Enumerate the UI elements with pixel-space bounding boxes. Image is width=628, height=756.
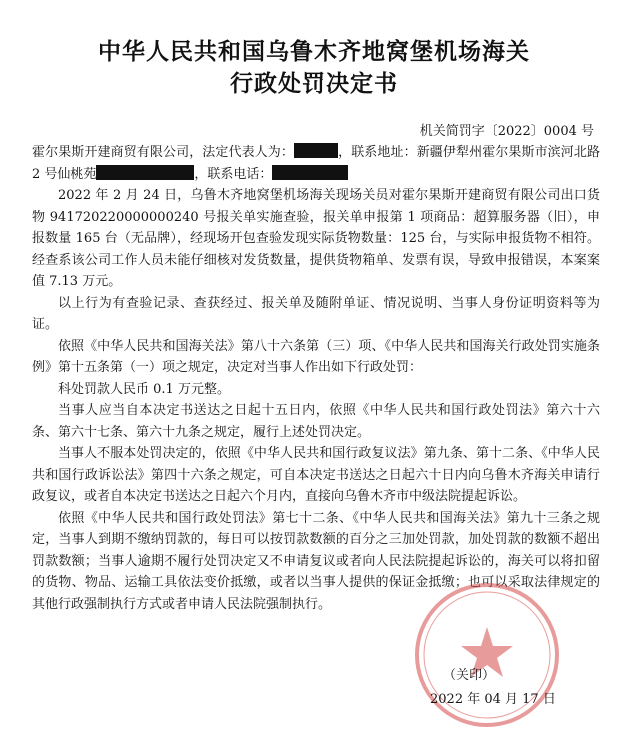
legal-basis-paragraph: 依照《中华人民共和国海关法》第八十六条第（三）项、《中华人民共和国海关行政处罚实施条例》第十五条第（一）项之规定，决定对当事人作出如下行政处罚：	[32, 338, 600, 375]
enforcement-paragraph: 依照《中华人民共和国行政处罚法》第七十二条、《中华人民共和国海关法》第九十三条之规定，当事人到期不缴纳罚款的，每日可以按罚款数额的百分之三加处罚款，加处罚款的数额不超出罚款数额；当事人逾期不履行处罚决定又不申请复议或者向人民法院提起诉讼的，海关可以将扣留的货物、物品、运输工具依法变价抵缴，或者以当事人提供的保证金抵缴；也可以采取法律规定的其他行政强制执行方式或者申请人民法院强制执行。	[32, 510, 600, 612]
document-title-line1: 中华人民共和国乌鲁木齐地窝堡机场海关	[98, 39, 530, 65]
official-seal-stamp	[412, 580, 562, 730]
document-number: 机关简罚字〔2022〕0004 号	[419, 124, 594, 139]
party-prefix: 霍尔果斯开建商贸有限公司，法定代表人为：	[32, 145, 294, 160]
party-address-label: ，联系地址：新疆伊犁州霍尔果斯市滨河北路 2 号仙桃苑	[32, 145, 600, 182]
seal-label: （关印）	[443, 668, 496, 683]
evidence-paragraph: 以上行为有查验记录、查获经过、报关单及随附单证、情况说明、当事人身份证明资料等为证。	[32, 295, 600, 332]
document-body	[32, 142, 600, 615]
party-phone-label: ，联系电话：	[194, 166, 273, 182]
redacted-address	[96, 165, 194, 180]
appeal-paragraph: 当事人不服本处罚决定的，依照《中华人民共和国行政复议法》第九条、第十二条、《中华人民共和国行政诉讼法》第四十六条之规定，可自本决定书送达之日起六十日内向乌鲁木齐海关申请行政复议，或者自本决定书送达之日起六个月内，直接向乌鲁木齐市中级法院提起诉讼。	[32, 446, 600, 504]
issue-date: 2022 年 04 月 17 日	[430, 692, 556, 707]
penalty-paragraph: 科处罚款人民币 0.1 万元整。	[58, 381, 230, 397]
redacted-phone	[272, 165, 348, 180]
party-info-paragraph	[32, 142, 600, 185]
redacted-representative	[294, 143, 338, 158]
facts-paragraph: 2022 年 2 月 24 日，乌鲁木齐地窝堡机场海关现场关员对霍尔果斯开建商贸有限公司出口货物 941720220000000240 号报关单实施查验，报关单申报第 1 项商品：超算服务器（旧），申报数量 165 台（无品牌），经现场开包查验发现实际货物数量：125 台，与实际申报货物不相符。经查系该公司工作人员未能仔细核对发货数量，提供货物箱单、发票有误，导致申报错误，本案案值 7.13 万元。	[32, 188, 600, 289]
deadline-paragraph: 当事人应当自本决定书送达之日起十五日内，依照《中华人民共和国行政处罚法》第六十六条、第六十七条、第六十九条之规定，履行上述处罚决定。	[32, 403, 600, 440]
document-title-line2: 行政处罚决定书	[230, 71, 398, 97]
